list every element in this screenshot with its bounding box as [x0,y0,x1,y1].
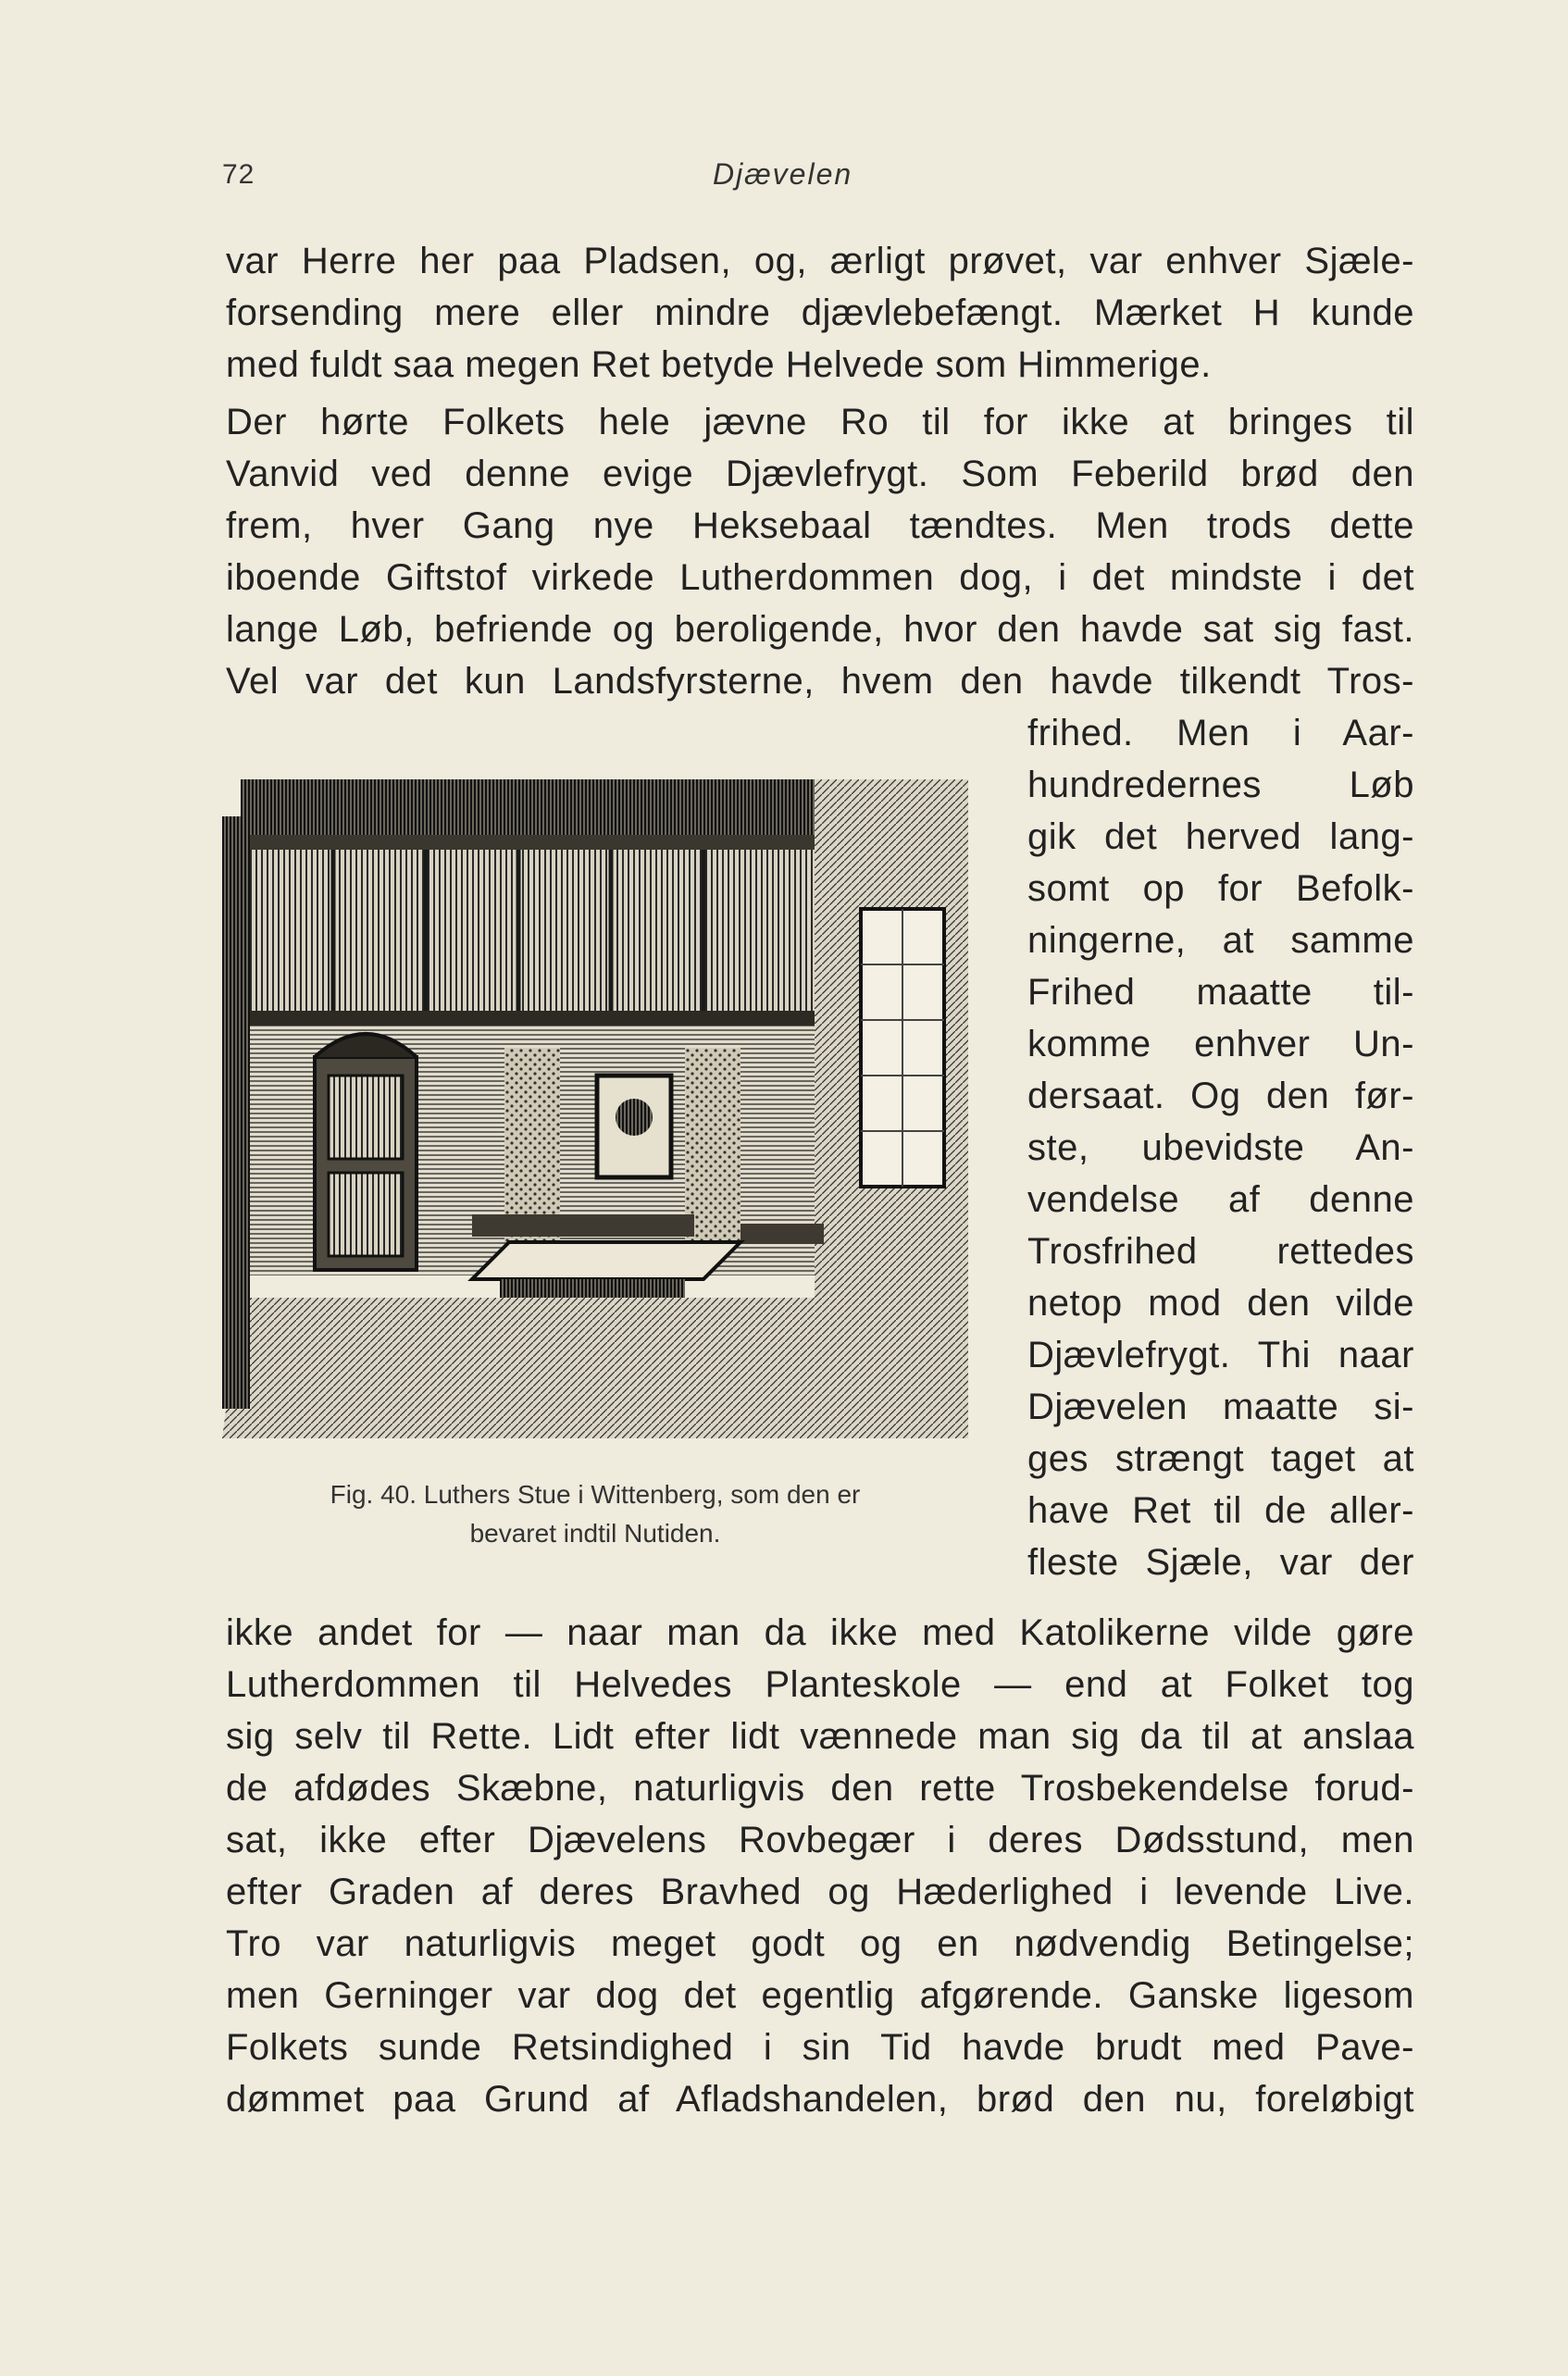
text-line: iboende Giftstof virkede Lutherdommen dog, i det mindste i det [226,557,1414,598]
figure-caption-line: bevaret indtil Nutiden. [469,1519,721,1548]
text-line: lange Løb, befriende og beroligende, hvor den havde sat sig fast. [226,609,1414,650]
running-title: Djævelen [713,157,853,191]
text-line: sig selv til Rette. Lidt efter lidt vænnede man sig da til at anslaa [226,1716,1414,1757]
figure-caption-line: Fig. 40. Luthers Stue i Wittenberg, som den er [330,1480,861,1509]
text-line: dømmet paa Grund af Afladshandelen, brød den nu, foreløbigt [226,2079,1414,2120]
figure-caption [222,1475,968,1553]
text-line: netop mod den vilde [1027,1283,1414,1324]
text-line: dersaat. Og den før- [1027,1076,1414,1116]
text-line: Vanvid ved denne evige Djævlefrygt. Som Feberild brød den [226,454,1414,494]
text-line: ste, ubevidste An- [1027,1127,1414,1168]
text-line: ges strængt taget at [1027,1438,1414,1479]
text-line: have Ret til de aller- [1027,1490,1414,1531]
text-line: Frihed maatte til- [1027,972,1414,1013]
text-line: Lutherdommen til Helvedes Planteskole — end at Folket tog [226,1664,1414,1705]
page-number: 72 [222,159,255,190]
text-line: var Herre her paa Pladsen, og, ærligt prøvet, var enhver Sjæle- [226,241,1414,281]
text-line: Folkets sunde Retsindighed i sin Tid havde brudt med Pave- [226,2027,1414,2068]
text-line: de afdødes Skæbne, naturligvis den rette Trosbekendelse forud- [226,1768,1414,1809]
text-line: Djævelen maatte si- [1027,1387,1414,1427]
text-line: Der hørte Folkets hele jævne Ro til for ikke at bringes til [226,402,1414,442]
text-line: Djævlefrygt. Thi naar [1027,1335,1414,1375]
text-line: Vel var det kun Landsfyrsterne, hvem den havde tilkendt Tros- [226,661,1414,702]
text-line: frem, hver Gang nye Heksebaal tændtes. Men trods dette [226,505,1414,546]
figure-engraving-luthers-room [222,779,968,1438]
text-line: vendelse af denne [1027,1179,1414,1220]
text-line: komme enhver Un- [1027,1024,1414,1064]
text-line: med fuldt saa megen Ret betyde Helvede som Himmerige. [226,344,1212,385]
text-line: Trosfrihed rettedes [1027,1231,1414,1272]
text-line: Tro var naturligvis meget godt og en nødvendig Betingelse; [226,1923,1414,1964]
text-line: sat, ikke efter Djævelens Rovbegær i deres Dødsstund, men [226,1820,1414,1860]
text-line: ningerne, at samme [1027,920,1414,961]
text-line: ikke andet for — naar man da ikke med Katolikerne vilde gøre [226,1612,1414,1653]
text-line: men Gerninger var dog det egentlig afgørende. Ganske ligesom [226,1975,1414,2016]
text-line: hundredernes Løb [1027,765,1414,805]
text-line: somt op for Befolk- [1027,868,1414,909]
text-line: gik det herved lang- [1027,816,1414,857]
text-line: frihed. Men i Aar- [1027,713,1414,753]
text-line: efter Graden af deres Bravhed og Hæderlighed i levende Live. [226,1872,1414,1912]
text-line: fleste Sjæle, var der [1027,1542,1414,1583]
text-line: forsending mere eller mindre djævlebefængt. Mærket H kunde [226,292,1414,333]
